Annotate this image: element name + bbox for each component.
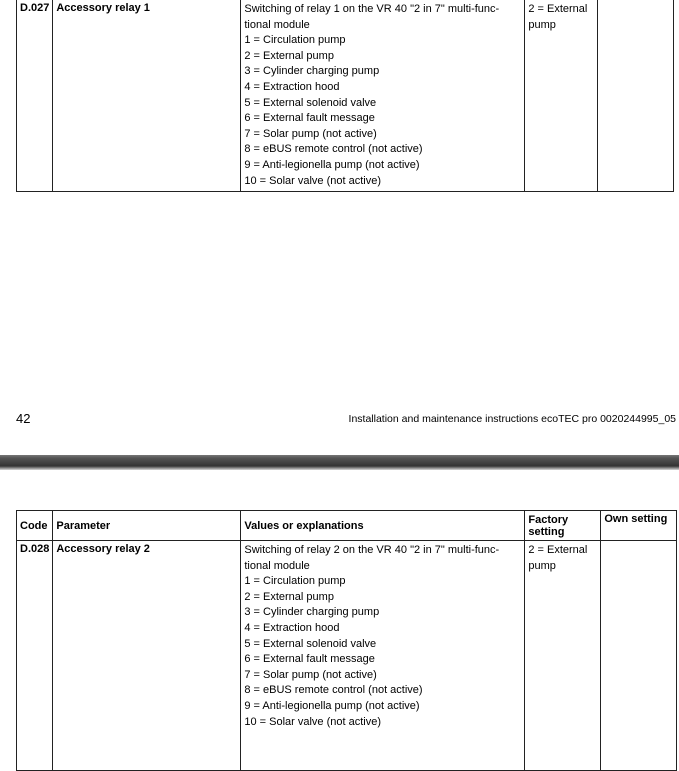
value-line: 1 = Circulation pump [244, 34, 346, 47]
value-line: 2 = External pump [244, 49, 334, 62]
value-line: 8 = eBUS remote control (not active) [244, 143, 423, 156]
parameter-table-bottom [16, 510, 677, 771]
page-separator [0, 455, 679, 470]
factory-setting-cell [525, 541, 601, 771]
parameter-table-top [16, 0, 674, 192]
value-line: 4 = Extraction hood [244, 621, 340, 634]
value-line: 9 = Anti-legionella pump (not active) [244, 699, 420, 712]
value-line: 8 = eBUS remote control (not active) [244, 684, 423, 697]
value-line: 3 = Cylinder charging pump [244, 606, 380, 619]
header-values: Values or explanations [241, 511, 525, 541]
value-line: 6 = External fault message [244, 112, 375, 125]
factory-line: 2 = External [528, 3, 588, 15]
value-line: 7 = Solar pump (not active) [244, 668, 377, 681]
value-line: 5 = External solenoid valve [244, 96, 377, 109]
code-cell: D.027 [17, 0, 53, 192]
values-cell [241, 0, 525, 192]
value-line: 10 = Solar valve (not active) [244, 174, 382, 187]
value-line: Switching of relay 2 on the VR 40 "2 in 7" multi-func- [244, 544, 500, 556]
header-factory-line: Factory [528, 513, 569, 526]
value-line: 7 = Solar pump (not active) [244, 127, 377, 140]
parameter-cell: Accessory relay 2 [53, 541, 241, 771]
value-line: tional module [244, 559, 310, 572]
own-setting-cell [601, 541, 677, 771]
factory-line: 2 = External [528, 544, 588, 556]
value-line: 10 = Solar valve (not active) [244, 715, 382, 728]
value-line: 2 = External pump [244, 590, 334, 603]
value-line: tional module [244, 18, 310, 31]
parameter-cell: Accessory relay 1 [53, 0, 241, 192]
header-factory-setting [525, 511, 601, 541]
values-cell [241, 541, 525, 771]
table-row [17, 541, 677, 771]
own-setting-cell [598, 0, 674, 192]
page-number: 42 [16, 411, 31, 426]
table-header-row [17, 511, 677, 541]
value-line: 5 = External solenoid valve [244, 637, 377, 650]
value-line: Switching of relay 1 on the VR 40 "2 in 7" multi-func- [244, 3, 500, 15]
factory-setting-cell [525, 0, 598, 192]
header-factory-line: setting [528, 525, 565, 538]
header-own-setting: Own setting [601, 511, 677, 541]
factory-line: pump [528, 18, 556, 31]
header-parameter: Parameter [53, 511, 241, 541]
value-line: 1 = Circulation pump [244, 575, 346, 588]
header-code: Code [17, 511, 53, 541]
value-line: 4 = Extraction hood [244, 80, 340, 93]
bottom-page [0, 470, 679, 733]
code-cell: D.028 [17, 541, 53, 771]
footer-text: Installation and maintenance instructions ecoTEC pro 0020244995_05 [348, 413, 676, 425]
factory-line: pump [528, 559, 556, 572]
value-line: 6 = External fault message [244, 653, 375, 666]
value-line: 3 = Cylinder charging pump [244, 65, 380, 78]
table-row [17, 0, 674, 192]
value-line: 9 = Anti-legionella pump (not active) [244, 158, 420, 171]
